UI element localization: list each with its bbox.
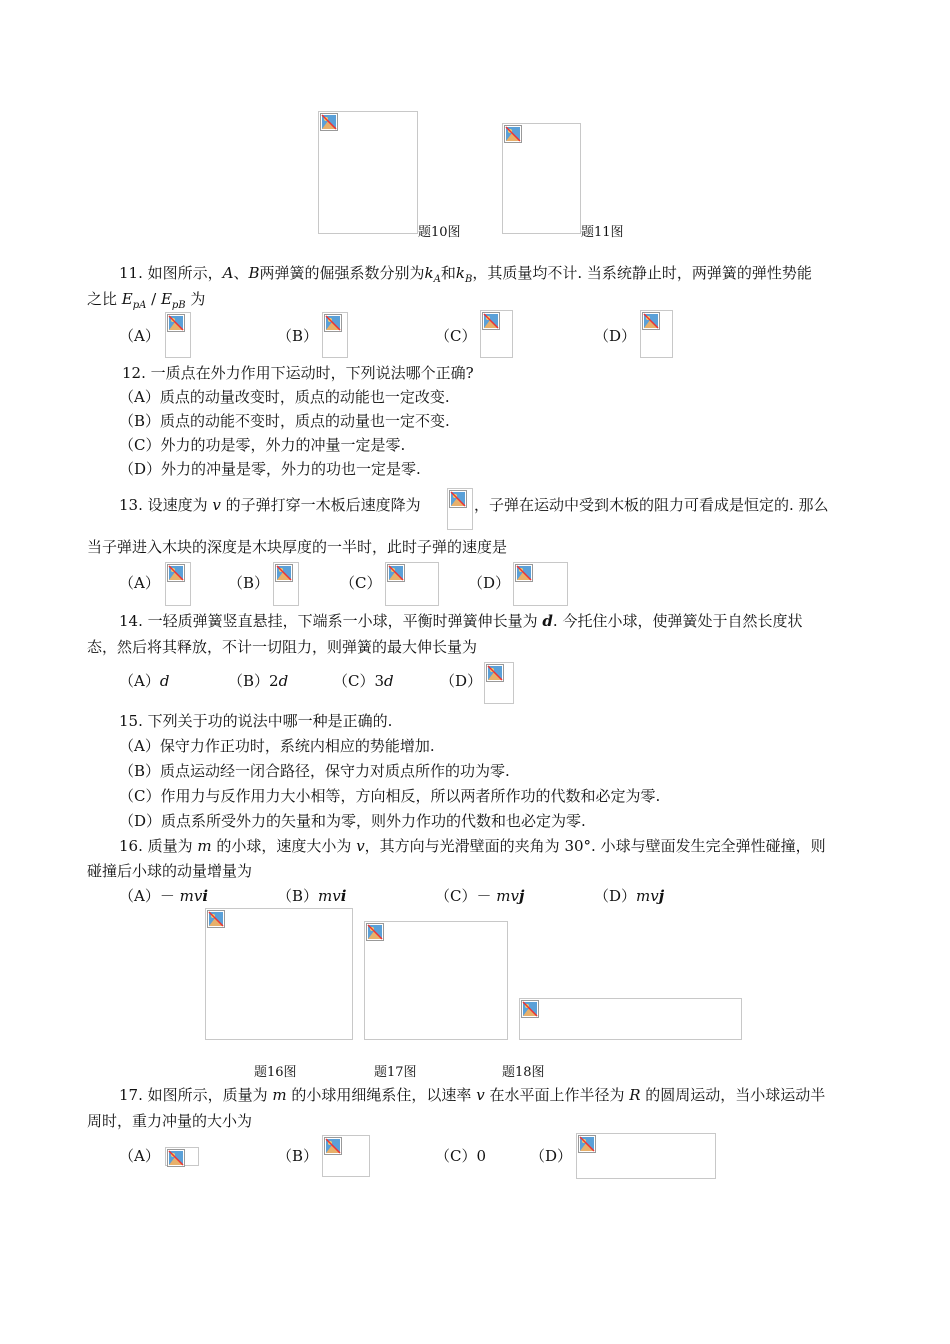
q11-option-d: （D） [594,327,637,345]
var-m: m [272,1086,287,1104]
q11-option-c: （C） [435,327,477,345]
broken-image-icon [521,1000,539,1018]
sub-A: A [433,274,441,285]
q17-option-c: （C）0 [435,1147,487,1165]
q15-option-d: （D）质点系所受外力的矢量和为零，则外力作功的代数和也必定为零. [119,812,586,830]
broken-image-icon [167,1149,185,1167]
q14-option-c [333,671,394,691]
q14-option-a [119,671,169,691]
text: 14. 一轻质弹簧竖直悬挂，下端系一小球，平衡时弹簧伸长量为 [119,612,543,630]
text: 17. 如图所示，质量为 [119,1086,273,1104]
q13-stem-line2: 当子弹进入木块的深度是木块厚度的一半时，此时子弹的速度是 [87,538,508,556]
q17-option-a: （A） [119,1147,160,1165]
var-A: A [222,264,234,282]
text: （B）2 [228,672,279,690]
caption-q16: 题16图 [254,1065,297,1080]
var-v: v [356,837,365,855]
var-d: d [159,672,170,690]
caption-q10: 题10图 [418,225,461,240]
broken-image-icon [504,125,522,143]
var-v: v [476,1086,485,1104]
text: 两弹簧的倔强系数分别为 [259,264,425,282]
q15-option-c: （C）作用力与反作用力大小相等，方向相反，所以两者所作功的代数和必定为零. [119,787,661,805]
text: （D） [594,887,637,905]
text: 16. 质量为 [119,837,198,855]
q17-option-d: （D） [530,1147,573,1165]
text: （A）－ [119,887,180,905]
q16-option-d [594,886,664,906]
broken-image-icon [449,490,467,508]
var-mv: mv [636,887,659,905]
figure-q17-image [364,921,508,1040]
text: 的子弹打穿一木板后速度降为 [220,496,421,514]
q12-option-c: （C）外力的功是零，外力的冲量一定是零. [119,436,406,454]
figure-q11-image [502,123,581,234]
var-d: d [278,672,289,690]
q13-stem-image [447,488,473,530]
q14-stem-line1 [119,611,802,631]
q13-stem-line1-a [119,495,421,515]
unit-vector-j: j [518,887,525,905]
q17-option-b: （B） [277,1147,319,1165]
sub-pA: pA [132,300,147,311]
q17-option-d-image [576,1133,716,1179]
var-B: B [248,264,260,282]
q13-option-b: （B） [228,574,270,592]
text: （C）3 [333,672,385,690]
var-d: d [542,612,553,630]
text: 的圆周运动，当小球运动半 [640,1086,826,1104]
q11-option-a: （A） [119,327,160,345]
q12-option-b: （B）质点的动能不变时，质点的动量也一定不变. [119,412,450,430]
q13-option-b-image [273,562,299,606]
text: ，其方向与光滑壁面的夹角为 30°. 小球与壁面发生完全弹性碰撞，则 [364,837,826,855]
var-E: E [121,290,133,308]
broken-image-icon [515,564,533,582]
caption-q18: 题18图 [502,1065,545,1080]
unit-vector-j: j [658,887,665,905]
q12-option-a: （A）质点的动量改变时，质点的动能也一定改变. [119,388,450,406]
sub-pB: pB [171,300,186,311]
broken-image-icon [366,923,384,941]
text: 为 [185,290,206,308]
q13-option-a: （A） [119,574,160,592]
text: 11. 如图所示， [119,264,223,282]
broken-image-icon [324,1137,342,1155]
q13-option-c: （C） [340,574,382,592]
q16-option-b [277,886,346,906]
text: 和 [440,264,456,282]
q13-option-c-image [385,562,439,606]
q11-option-c-image [480,310,513,358]
q15-option-b: （B）质点运动经一闭合路径，保守力对质点所作的功为零. [119,762,510,780]
unit-vector-i: i [340,887,347,905]
broken-image-icon [642,312,660,330]
caption-q17: 题17图 [374,1065,417,1080]
q11-option-b: （B） [277,327,319,345]
var-d: d [384,672,394,690]
q16-stem-line1 [119,836,826,856]
q16-option-a [119,886,208,906]
text: ，其质量均不计. 当系统静止时，两弹簧的弹性势能 [472,264,812,282]
var-E: E [160,290,172,308]
q16-stem-line2: 碰撞后小球的动量增量为 [87,862,253,880]
text: / [146,290,161,308]
figure-q10-image [318,111,418,234]
text: （C）－ [435,887,497,905]
broken-image-icon [482,312,500,330]
var-R: R [629,1086,641,1104]
var-k: k [424,264,434,282]
q16-option-c [435,886,524,906]
broken-image-icon [324,314,342,332]
q14-stem-line2: 态，然后将其释放，不计一切阻力，则弹簧的最大伸长量为 [87,638,478,656]
sub-B: B [464,274,473,285]
q13-option-d: （D） [468,574,511,592]
q13-option-a-image [165,562,191,606]
var-mv: mv [179,887,203,905]
q11-stem-line1 [119,263,812,290]
caption-q11: 题11图 [581,225,624,240]
text: （A） [119,672,160,690]
broken-image-icon [167,314,185,332]
q17-option-b-image [322,1135,370,1177]
q15-option-a: （A）保守力作正功时，系统内相应的势能增加. [119,737,435,755]
q15-stem: 15. 下列关于功的说法中哪一种是正确的. [119,712,393,730]
q17-stem-line1 [119,1085,825,1105]
q13-stem-line1-b: ，子弹在运动中受到木板的阻力可看成是恒定的. 那么 [474,496,829,514]
var-mv: mv [318,887,341,905]
q14-option-b [228,671,288,691]
broken-image-icon [486,664,504,682]
var-m: m [197,837,212,855]
q14-option-d: （D） [440,672,483,690]
q11-option-b-image [322,312,348,358]
text: 的小球用细绳系住，以速率 [286,1086,477,1104]
text: （B） [277,887,319,905]
text: 之比 [87,290,122,308]
figure-q18-image [519,998,742,1040]
broken-image-icon [320,113,338,131]
q11-option-a-image [165,312,191,358]
figure-q16-image [205,908,353,1040]
var-v: v [212,496,221,514]
text: 13. 设速度为 [119,496,213,514]
broken-image-icon [275,564,293,582]
q12-stem: 12. 一质点在外力作用下运动时，下列说法哪个正确? [122,364,474,382]
text: . 今托住小球，使弹簧处于自然长度状 [552,612,803,630]
text: 的小球，速度大小为 [211,837,357,855]
broken-image-icon [387,564,405,582]
q17-option-a-image [165,1147,199,1166]
var-k: k [455,264,465,282]
q12-option-d: （D）外力的冲量是零，外力的功也一定是零. [119,460,421,478]
broken-image-icon [578,1135,596,1153]
broken-image-icon [207,910,225,928]
unit-vector-i: i [202,887,209,905]
q14-option-d-image [484,662,514,704]
var-mv: mv [496,887,519,905]
broken-image-icon [167,564,185,582]
q11-option-d-image [640,310,673,358]
text: 在水平面上作半径为 [484,1086,630,1104]
q13-option-d-image [513,562,568,606]
text: 、 [233,264,249,282]
q17-stem-line2: 周时，重力冲量的大小为 [87,1112,253,1130]
